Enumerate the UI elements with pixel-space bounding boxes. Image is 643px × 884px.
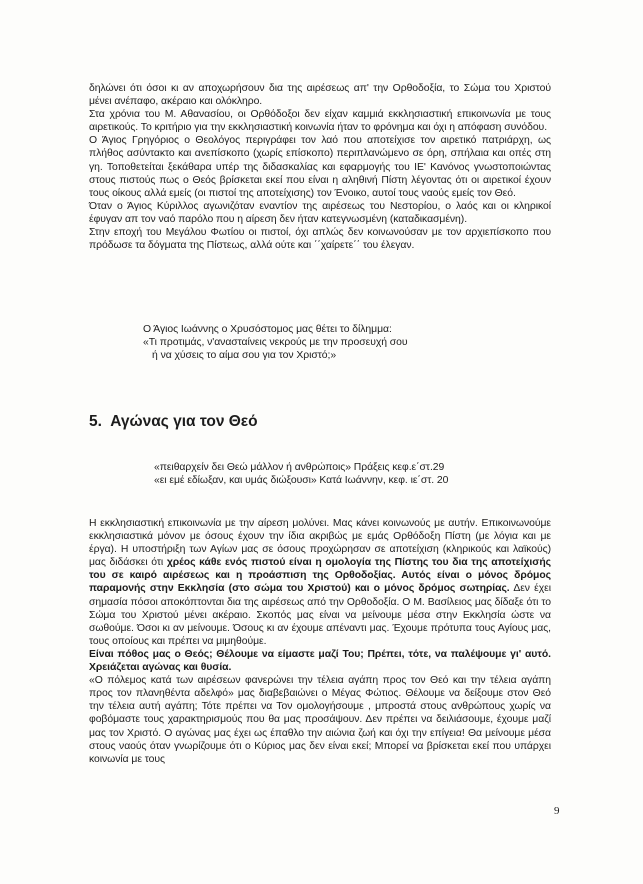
paragraph: Όταν ο Άγιος Κύριλλος αγωνιζόταν εναντίον της αιρέσεως του Νεστορίου, ο λαός και οι κληρικοί έφυγαν απ τον ναό παρόλο που η αίρεση δεν ήταν κατεγνωσμένη (καταδικασμένη).	[89, 200, 551, 225]
bold-run: χρέος κάθε ενός πιστού είναι η ομολογία της Πίστης του δια της αποτείχισής του σε καιρό αιρέσεως και η προάσπιση της Ορθοδοξίας. Αυτός είναι ο μόνος δρόμος παραμονής στην Εκκλησία (στο σώμα του Χριστού) και ο μόνος δρόμος σωτηρίας.	[89, 557, 551, 595]
body-paragraphs	[89, 517, 551, 766]
quote-line: ή να χύσεις το αίμα σου για τον Χριστό;»	[152, 350, 337, 362]
paragraph: Στα χρόνια του Μ. Αθανασίου, οι Ορθόδοξοι δεν είχαν καμμιά εκκλησιαστική επικοινωνία με τους αιρετικούς. Το κριτήριο για την εκκλησιαστική κοινωνία ήταν το φρόνημα και όχι η απόφαση συνόδου.	[89, 109, 551, 134]
bold-run: Είναι πόθος μας ο Θεός; Θέλουμε να είμαστε μαζί Του; Πρέπει, τότε, να παλέψουμε γι' αυτό. Χρειάζεται αγώνας και θυσία.	[89, 648, 551, 674]
paragraph: δηλώνει ότι όσοι κι αν αποχωρήσουν δια της αιρέσεως απ' την Ορθοδοξία, το Σώμα του Χριστού μένει ανέπαφο, ακέραιο και ολόκληρο.	[89, 83, 551, 108]
epigraph: «πειθαρχείν δει Θεώ μάλλον ή ανθρώποις» Πράξεις κεφ.ε΄στ.29	[154, 462, 445, 473]
quote-intro: Ο Άγιος Ιωάννης ο Χρυσόστομος μας θέτει το δίλημμα:	[143, 324, 392, 335]
chrysostom-quote	[143, 323, 543, 362]
top-paragraphs	[89, 82, 551, 252]
epigraphs	[154, 461, 534, 487]
section-number: 5.	[89, 413, 102, 430]
page-number: 9	[554, 805, 560, 817]
text-run: Η εκκλησιαστική επικοινωνία με την αίρεση μολύνει. Μας κάνει κοινωνούς με αυτήν. Επικοινωνούμε εκκλησιαστικά μόνον με όσους έχουν την ίδια ακριβώς με εμάς Ορθόδοξη Πίστη (με λόγια και με έργα). Η υποστήριξη των Αγίων μας σε όσους προχώρησαν σε αποτείχιση (κληρικούς και λαϊκούς) μας διδάσκει ότι	[89, 518, 551, 569]
paragraph: Στην εποχή του Μεγάλου Φωτίου οι πιστοί, όχι απλώς δεν κοινωνούσαν με τον αρχιεπίσκοπο που πρόδωσε τα δόγματα της Πίστεως, αλλά ούτε και ΄΄χαίρετε΄΄ του έλεγαν.	[89, 227, 551, 252]
section-title: Αγώνας για τον Θεό	[110, 413, 258, 430]
quote-line: «Τι προτιμάς, ν'ανασταίνεις νεκρούς με την προσευχή σου	[143, 337, 408, 349]
body-paragraph	[89, 517, 551, 648]
epigraph: «ει εμέ εδίωξαν, και υμάς διώξουσι» Κατά Ιωάννην, κεφ. ιε΄στ. 20	[154, 475, 449, 487]
body-paragraph: «Ο πόλεμος κατά των αιρέσεων φανερώνει την τέλεια αγάπη προς τον Θεό και την τέλεια αγάπη προς τον πλανηθέντα αδελφό» μας διαβεβαιώνει ο Μέγας Φώτιος. Θέλουμε να δείξουμε στον Θεό την τέλεια αυτή αγάπη; Τότε πρέπει να Τον ομολογήσουμε , μπροστά στους ανθρώπους χωρίς να φοβόμαστε τους χαρακτηρισμούς που θα μας προσάψουν. Δεν πρέπει να δειλιάσουμε, έχουμε μαζί μας τον Χριστό. Ο αγώνας μας έχει ως έπαθλο την αιώνια ζωή και όχι την επίγεια! Θα μείνουμε μέσα στους ναούς όταν γνωρίζουμε ότι ο Κύριος μας δεν είναι εκεί; Μπορεί να βρίσκεται εκεί που υπάρχει κοινωνία με τους	[89, 675, 551, 765]
paragraph: Ο Άγιος Γρηγόριος ο Θεολόγος περιγράφει τον λαό που αποτείχισε τον αιρετικό πατριάρχη, ως πλήθος ασύντακτο και ανεπίσκοπο (χωρίς επίσκοπο) περιπλανώμενο σε όρη, σπήλαια και οπές στη γη. Τοποθετείται ξεκάθαρα υπέρ της διδασκαλίας και εφαρμογής του ΙΕ' Κανόνος γνωστοποιώντας στους πιστούς πως ο Θεός βρίσκεται εκεί που είναι η αληθινή Πίστη λέγοντας ότι οι αιρετικοί έχουν τους οίκους αλλά εμείς (οι πιστοί της αποτείχισης) τον Ένοικο, αυτοί τους ναούς εμείς τον Θεό.	[89, 135, 551, 199]
section-heading	[89, 413, 258, 431]
body-paragraph	[89, 648, 551, 674]
text-run: Δεν έχει σημασία πόσοι αποκόπτονται δια της αιρέσεως από την Ορθοδοξία. Ο Μ. Βασίλειος μας δίδαξε ότι το Σώμα του Χριστού μένει ακέραιο. Σκοπός μας είναι να μείνουμε μέσα στην Εκκλησία ώστε να σωθούμε. Όσοι κι αν μείνουμε. Όσους κι αν έχουμε απέναντι μας. Έχουμε πρότυπα τους Αγίους μας, τους οποίους και πρέπει να μιμηθούμε.	[89, 583, 551, 647]
